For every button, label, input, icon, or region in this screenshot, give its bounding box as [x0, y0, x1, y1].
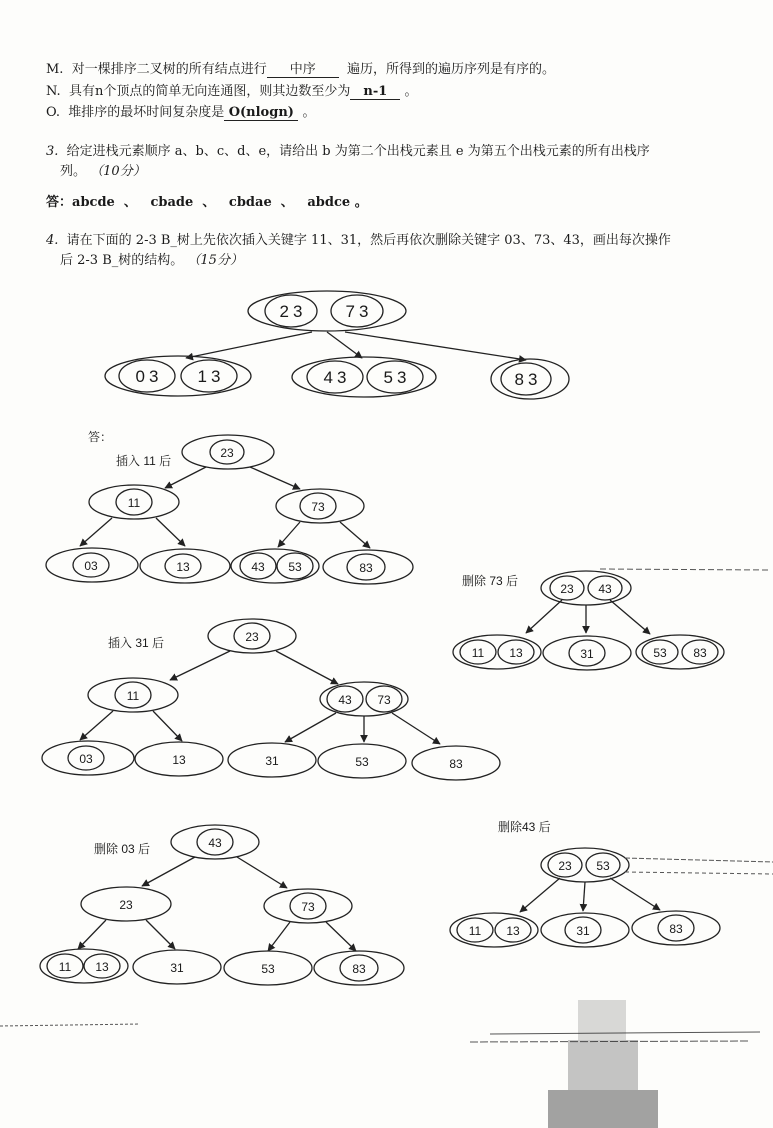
question-score: （10分）: [90, 164, 146, 179]
node-key: 83: [359, 561, 373, 575]
node-key: 43: [338, 693, 352, 707]
question-text: 后 2-3 B_树的结构。: [60, 253, 184, 268]
scan-smudge-block: [578, 1000, 626, 1040]
node-key: 23: [119, 898, 133, 912]
node-key: 43: [208, 836, 222, 850]
initial-leaf-node: [292, 357, 436, 397]
node-key: 31: [576, 924, 590, 938]
scan-smudge-block: [548, 1090, 658, 1128]
initial-root-node: [248, 291, 406, 331]
node-key: 11: [468, 924, 482, 938]
tree-node: [320, 682, 408, 716]
node-key: 83: [669, 922, 683, 936]
node-key: 13: [95, 960, 109, 974]
node-key: 53: [596, 859, 610, 873]
tree-edge: [156, 518, 185, 546]
node-key: 53: [355, 755, 369, 769]
node-key: 13: [197, 367, 225, 386]
question-text: 请在下面的 2-3 B_树上先依次插入关键字 11、31，然后再依次删除关键字 03、73、43，画出每次操作: [66, 233, 671, 248]
node-key: 11: [58, 960, 72, 974]
node-key: 23: [560, 582, 574, 596]
tree-edge: [80, 518, 112, 546]
node-key: 13: [509, 646, 523, 660]
tree-edge: [326, 922, 356, 951]
tree-edge: [78, 920, 106, 949]
question-number: 3.: [46, 144, 59, 159]
scan-smudge: [548, 1000, 658, 1128]
node-key: 43: [251, 560, 265, 574]
tree-edge: [392, 713, 440, 744]
node-key: 73: [301, 900, 315, 914]
answer-blank: n-1: [350, 84, 400, 100]
tree-node: [541, 571, 631, 605]
question-score: （15分）: [187, 253, 243, 268]
separator: 、: [280, 195, 294, 210]
tree-edge: [146, 920, 175, 949]
node-key: 23: [558, 859, 572, 873]
step-label-insert11: 插入 11 后: [116, 454, 172, 468]
node-key: 13: [176, 560, 190, 574]
step-label-delete73: 删除 73 后: [462, 574, 519, 588]
node-key: 03: [135, 367, 163, 386]
tree-node: [450, 913, 538, 947]
tree-edge: [340, 522, 370, 548]
node-key: 53: [261, 962, 275, 976]
answer-sequence: cbade: [150, 195, 194, 210]
question-marker: M.: [46, 62, 64, 77]
scan-artifact-line: [625, 858, 773, 862]
scan-artifact-line: [0, 1024, 140, 1026]
node-key: 11: [126, 689, 140, 703]
node-key: 43: [598, 582, 612, 596]
node-key: 31: [170, 961, 184, 975]
step-label-delete03: 删除 03 后: [94, 842, 151, 856]
answer-label: 答：: [88, 430, 113, 444]
node-key: 23: [220, 446, 234, 460]
tree-edge: [268, 922, 290, 951]
tree-node: [541, 848, 629, 882]
step-label-delete43: 删除43 后: [498, 820, 551, 834]
tree-edge: [165, 467, 206, 488]
node-key: 03: [84, 559, 98, 573]
node-key: 53: [653, 646, 667, 660]
scan-artifact-line: [600, 569, 770, 570]
tree-edge: [170, 651, 230, 680]
question-text: 对一棵排序二叉树的所有结点进行: [71, 62, 267, 77]
tree-edge: [250, 467, 300, 489]
step-label-insert31: 插入 31 后: [108, 636, 165, 650]
answer-blank: O(nlogn): [224, 105, 298, 121]
scan-artifact-line: [625, 872, 773, 874]
tree-edge: [80, 711, 113, 740]
tree-edge: [186, 332, 312, 358]
question-text: 列。: [60, 164, 87, 179]
separator: 、: [123, 195, 137, 210]
node-key: 73: [345, 302, 373, 321]
node-key: 11: [471, 646, 485, 660]
question-text: 。: [302, 105, 316, 120]
node-key: 23: [279, 302, 307, 321]
tree-node: [231, 549, 319, 583]
tree-node: [453, 635, 541, 669]
node-key: 83: [514, 370, 542, 389]
tree-edge: [583, 882, 585, 911]
tree-edge: [345, 332, 526, 360]
tree-edge: [285, 713, 336, 742]
question-text: 堆排序的最坏时间复杂度是: [68, 105, 225, 120]
tree-edge: [526, 600, 562, 633]
tree-edge: [610, 878, 660, 910]
node-key: 31: [580, 647, 594, 661]
tree-edge: [327, 332, 362, 358]
answer-blank: 中序: [267, 58, 339, 78]
answer-sequence: abcde: [72, 195, 115, 210]
node-key: 73: [377, 693, 391, 707]
tree-edge: [276, 651, 338, 684]
question-number: 4.: [46, 233, 59, 248]
question-marker: O.: [46, 105, 61, 120]
period: 。: [354, 195, 368, 210]
tree-edge: [237, 857, 287, 888]
node-key: 83: [693, 646, 707, 660]
tree-edge: [278, 522, 300, 547]
node-key: 73: [311, 500, 325, 514]
question-text: 给定进栈元素顺序 a、b、c、d、e，请给出 b 为第二个出栈元素且 e 为第五个出栈元素的所有出栈序: [66, 144, 650, 159]
answer-sequence: abdce: [307, 195, 351, 210]
separator: 、: [202, 195, 216, 210]
tree-edge: [610, 600, 650, 634]
node-key: 43: [323, 368, 351, 387]
node-key: 03: [79, 752, 93, 766]
node-key: 23: [245, 630, 259, 644]
tree-node: [636, 635, 724, 669]
question-text: 具有n个顶点的简单无向连通图，则其边数至少为: [68, 84, 351, 99]
question-text: 遍历，所得到的遍历序列是有序的。: [347, 62, 556, 77]
node-key: 13: [506, 924, 520, 938]
tree-edge: [520, 878, 560, 912]
answer-sequence: cbdae: [228, 195, 272, 210]
node-key: 83: [449, 757, 463, 771]
scan-smudge-block: [568, 1040, 638, 1090]
tree-edge: [153, 711, 182, 741]
initial-leaf-node: [105, 356, 251, 396]
question-text: 。: [404, 84, 418, 99]
question-marker: N.: [46, 84, 61, 99]
node-key: 31: [265, 754, 279, 768]
node-key: 83: [352, 962, 366, 976]
node-key: 53: [288, 560, 302, 574]
node-key: 11: [127, 496, 141, 510]
node-key: 13: [172, 753, 186, 767]
tree-edge: [142, 857, 195, 886]
answer-label: 答：: [46, 195, 73, 210]
node-key: 53: [383, 368, 411, 387]
